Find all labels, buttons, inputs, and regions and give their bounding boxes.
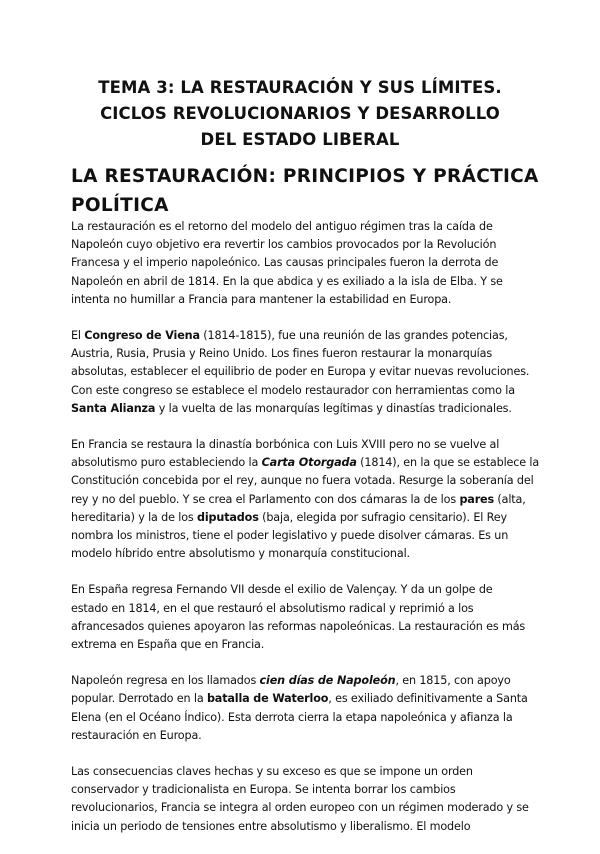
paragraph-congreso-viena <box>71 327 541 418</box>
text-line: absolutas, establecer el equilibrio de poder en Europa y evitar nuevas revoluciones. <box>71 365 530 379</box>
text-line: Con este congreso se establece el modelo restaurador con herramientas como la <box>71 383 515 397</box>
text-line: estado en 1814, en el que restauró el absolutismo radical y reprimió a los <box>71 601 474 615</box>
text-line: afrancesados quienes apoyaron las reformas napoleónicas. La restauración es más <box>71 619 526 633</box>
document-title <box>60 75 540 153</box>
text-line: intenta no humillar a Francia para mantener la estabilidad en Europa. <box>71 292 452 306</box>
title-line-3: DEL ESTADO LIBERAL <box>200 130 400 149</box>
paragraph-espana <box>71 581 541 654</box>
text-line: modelo híbrido entre absolutismo y monarquía constitucional. <box>71 547 410 561</box>
text-line: Francesa y el imperio napoleónico. Las causas principales fueron la derrota de <box>71 256 499 270</box>
term-cien-dias-de-napoleon: cien días de Napoleón <box>259 674 396 688</box>
text-line: Elena (en el Océano Índico). Esta derrota cierra la etapa napoleónica y afianza la <box>71 710 513 724</box>
section-heading <box>71 162 541 220</box>
term-diputados: diputados <box>196 510 259 524</box>
text-line: inicia un periodo de tensiones entre absolutismo y liberalismo. El modelo <box>71 819 471 833</box>
text-line: conservador y tradicionalista en Europa. Se intenta borrar los cambios <box>71 783 456 797</box>
text-line: Constitución concebida por el rey, aunque no fuera votada. Resurge la soberanía del <box>71 474 534 488</box>
text-line: absolutismo puro estableciendo la Carta Otorgada (1814), en la que se establece la <box>71 456 540 470</box>
text-line: extrema en España que en Francia. <box>71 638 265 652</box>
section-heading-line-1: LA RESTAURACIÓN: PRINCIPIOS Y PRÁCTICA <box>71 166 539 187</box>
text-line: revolucionarios, Francia se integra al orden europeo con un régimen moderado y se <box>71 801 529 815</box>
document-body <box>71 218 541 854</box>
text-line: hereditaria) y la de los diputados (baja, elegida por sufragio censitario). El Rey <box>71 510 507 524</box>
term-congreso-de-viena: Congreso de Viena <box>84 329 200 343</box>
text-line: restauración en Europa. <box>71 728 202 742</box>
paragraph-cien-dias <box>71 672 541 745</box>
text-line: Las consecuencias claves hechas y su exceso es que se impone un orden <box>71 765 473 779</box>
term-batalla-de-waterloo: batalla de Waterloo <box>206 692 329 706</box>
section-heading-line-2: POLÍTICA <box>71 195 169 216</box>
title-line-2: CICLOS REVOLUCIONARIOS Y DESARROLLO <box>100 104 500 123</box>
paragraph-francia <box>71 436 541 563</box>
text-line: La restauración es el retorno del modelo del antiguo régimen tras la caída de <box>71 220 493 233</box>
text-line: Napoleón cuyo objetivo era revertir los cambios provocados por la Revolución <box>71 238 497 252</box>
text-line: nombra los ministros, tiene el poder legislativo y puede disolver cámaras. Es un <box>71 529 509 543</box>
text-line: Austria, Rusia, Prusia y Reino Unido. Los fines fueron restaurar la monarquías <box>71 347 492 361</box>
term-carta-otorgada: Carta Otorgada <box>261 456 357 470</box>
paragraph-consecuencias <box>71 763 541 836</box>
text-line: El Congreso de Viena (1814-1815), fue una reunión de las grandes potencias, <box>71 329 508 343</box>
text-line: popular. Derrotado en la batalla de Waterloo, es exiliado definitivamente a Santa <box>71 692 528 706</box>
title-line-1: TEMA 3: LA RESTAURACIÓN Y SUS LÍMITES. <box>98 78 502 97</box>
term-santa-alianza: Santa Alianza <box>71 401 156 415</box>
text-line: En Francia se restaura la dinastía borbónica con Luis XVIII pero no se vuelve al <box>71 438 500 452</box>
text-line: Santa Alianza y la vuelta de las monarquías legítimas y dinastías tradicionales. <box>71 401 512 415</box>
paragraph-restauracion <box>71 218 541 309</box>
term-pares: pares <box>459 492 495 506</box>
text-line: Napoleón regresa en los llamados cien días de Napoleón, en 1815, con apoyo <box>71 674 511 688</box>
text-line: rey y no del pueblo. Y se crea el Parlamento con dos cámaras la de los pares (alta, <box>71 492 526 506</box>
text-line: Napoleón en abril de 1814. En la que abdica y es exiliado a la isla de Elba. Y se <box>71 274 503 288</box>
text-line: En España regresa Fernando VII desde el exilio de Valençay. Y da un golpe de <box>71 583 493 597</box>
